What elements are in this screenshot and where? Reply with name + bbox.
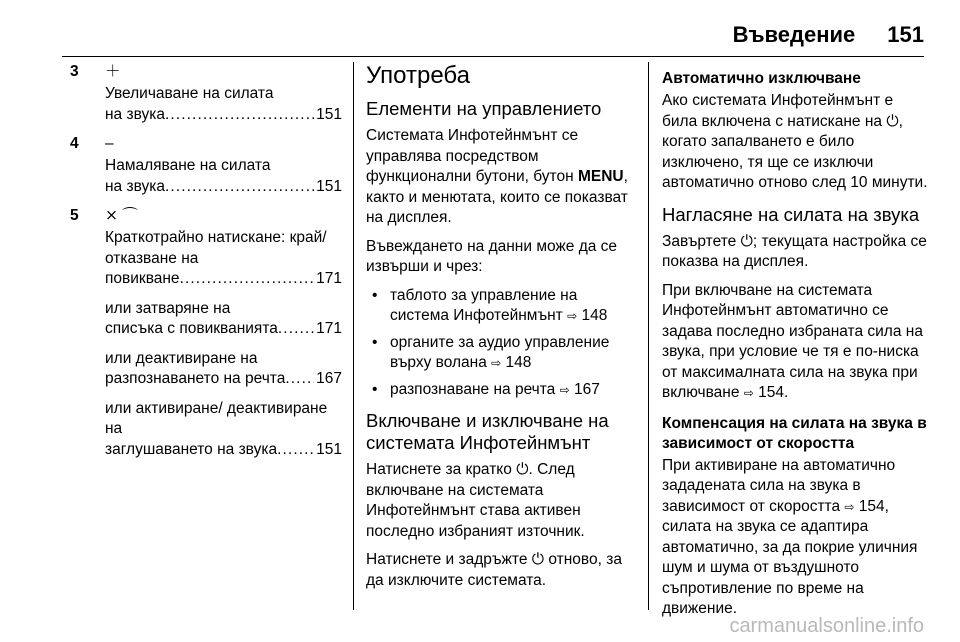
paragraph: Натиснете за кратко ⏻. След включване на системата Инфотейнмънт става активен последно избраният източник. xyxy=(366,461,585,540)
header-title: Въведение xyxy=(732,22,856,47)
input-methods-list xyxy=(366,286,636,401)
paragraph: При активиране на автоматично зададената сила на звука в зависимост от скоростта ⇨ 154, силата на звука се адаптира автоматично, за да покрие уличния шум и шума от въздушното съпротивление по време на движение. xyxy=(662,456,918,617)
page-ref-icon: ⇨ xyxy=(491,356,502,370)
page-ref[interactable]: 148 xyxy=(581,307,608,324)
subsection-title: Включване и изключване на системата Инфотейнмънт xyxy=(366,410,609,453)
page-ref[interactable]: 154 xyxy=(758,384,785,401)
page-number: 151 xyxy=(887,22,924,47)
page-ref[interactable]: 171 xyxy=(316,270,342,287)
power-icon: ⏻ xyxy=(516,461,529,478)
control-item xyxy=(70,62,342,125)
power-icon: ⏻ xyxy=(531,551,545,568)
middle-column xyxy=(366,62,636,599)
page-ref[interactable]: 167 xyxy=(316,370,342,387)
page-ref[interactable]: 171 xyxy=(316,320,342,337)
page-ref-icon: ⇨ xyxy=(559,382,570,397)
page-ref-icon: ⇨ xyxy=(567,309,578,323)
page-ref[interactable]: 151 xyxy=(316,440,342,458)
section-title: Употреба xyxy=(366,62,470,89)
subsection-title: Елементи на управлението xyxy=(366,98,602,119)
mute-voice-icon: ⨯ ⌒ xyxy=(105,207,138,224)
list-item: • органите за аудио управление върху волана ⇨ 148 xyxy=(366,333,636,374)
power-icon: ⏻ xyxy=(886,112,899,130)
subheading: Компенсация на силата на звука в зависимост от скоростта xyxy=(662,414,927,452)
page-ref[interactable]: 154 xyxy=(858,497,885,515)
paragraph: При включване на системата Инфотейнмънт автоматично се задава последно избраната сила на звука, при условие че тя е по-ниска от максималната сила на звука при включване ⇨ 154. xyxy=(662,281,923,401)
item-number: 4 xyxy=(70,135,79,152)
plus-icon: ＋ xyxy=(105,63,121,80)
page-ref[interactable]: 151 xyxy=(316,105,342,123)
page-ref[interactable]: 151 xyxy=(316,177,342,195)
item-entry: или деактивиране на разпознаването на речта . . . 167 xyxy=(105,349,342,390)
paragraph: Въвеждането на данни може да се извърши и чрез: xyxy=(366,237,618,275)
item-number: 5 xyxy=(70,207,79,224)
subheading: Автоматично изключване xyxy=(662,70,861,87)
column-divider xyxy=(353,62,354,610)
control-item xyxy=(70,206,342,460)
column-divider xyxy=(648,62,649,610)
page-ref[interactable]: 148 xyxy=(505,354,532,371)
menu-key-label: MENU xyxy=(577,168,624,185)
watermark: carmanualsonline.info xyxy=(729,615,924,637)
control-item xyxy=(70,134,342,197)
page-ref-icon: ⇨ xyxy=(844,499,855,514)
right-column xyxy=(662,62,930,628)
item-entry: Краткотрайно натискане: край/отказване на повикване . . . 171 xyxy=(105,228,342,290)
item-entry: или затваряне на списъка с повикванията . . . 171 xyxy=(105,299,342,340)
paragraph: Натиснете и задръжте ⏻ отново, за да изключите системата. xyxy=(366,551,622,589)
left-column xyxy=(70,62,342,469)
item-entry: или активиране/ деактивиране на заглушаването на звука . . . 151 xyxy=(105,399,342,461)
paragraph: Ако системата Инфотейнмънт е била включена с натискане на ⏻, когато запалването е било изключено, тя ще се изключи автоматично отново след 10 минути. xyxy=(662,92,928,191)
list-item: • таблото за управление на система Инфотейнмънт ⇨ 148 xyxy=(366,286,636,327)
minus-icon: – xyxy=(105,135,114,152)
list-item: • разпознаване на речта ⇨ 167 xyxy=(366,380,636,401)
page-header xyxy=(733,22,924,48)
subsection-title: Нагласяне на силата на звука xyxy=(662,203,920,225)
page-ref-icon: ⇨ xyxy=(743,386,754,400)
paragraph: Завъртете ⏻; текущата настройка се показва на дисплея. xyxy=(662,232,927,270)
item-number: 3 xyxy=(70,63,79,80)
header-rule xyxy=(62,56,924,57)
item-entry: Намаляване на силата на звука . . . 151 xyxy=(105,156,342,197)
page-ref[interactable]: 167 xyxy=(574,380,600,398)
paragraph: Системата Инфотейнмънт се управлява посредством функционални бутони, бутон MENU, както и менютата, които се показват на дисплея. xyxy=(366,127,628,226)
power-icon: ⏻ xyxy=(740,232,753,250)
item-entry: Увеличаване на силата на звука . . . 151 xyxy=(105,84,342,125)
